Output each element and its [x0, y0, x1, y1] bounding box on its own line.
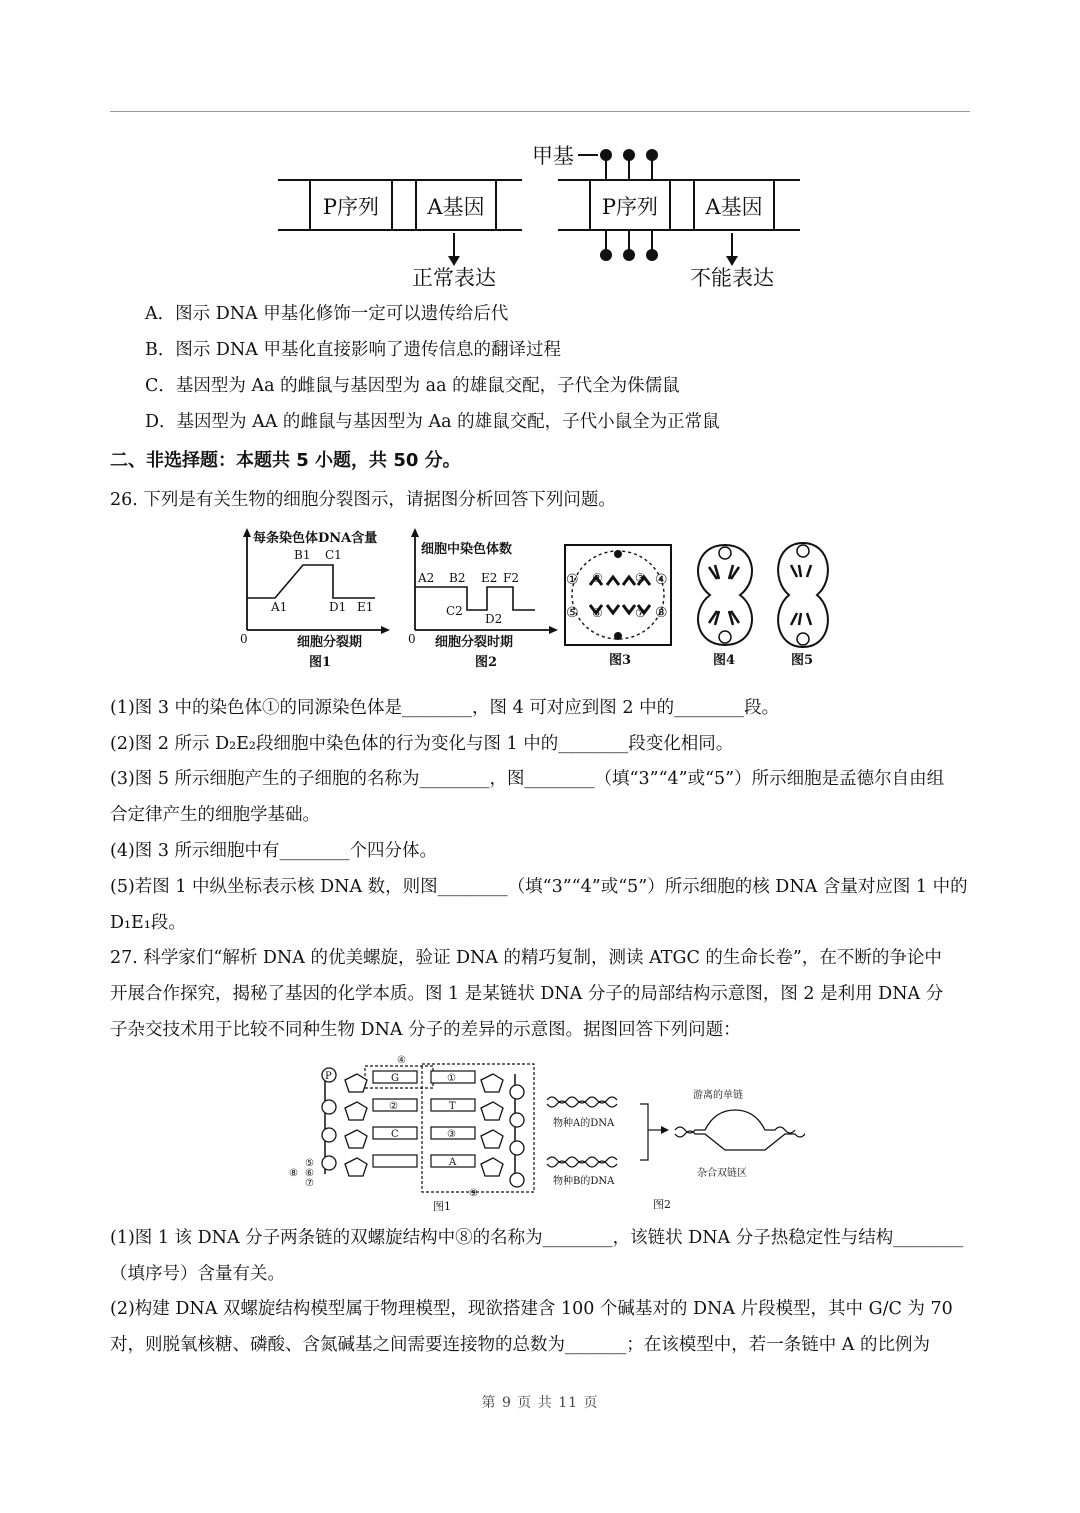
q26-line-1: (1)图 3 中的染色体①的同源染色体是________，图 4 可对应到图 2 中的________段。 [110, 698, 780, 718]
dna-fig2-caption: 图2 [653, 1198, 671, 1211]
figure-1-graph [240, 528, 390, 670]
figure-2-hybridization [547, 1088, 805, 1211]
fig1-point-b1: B1 [294, 548, 311, 562]
section-title: 二、非选择题：本题共 5 小题，共 50 分。 [110, 450, 461, 471]
figure-4-cell [698, 545, 752, 668]
q26-line-4: 合定律产生的细胞学基础。 [110, 805, 320, 825]
fig3-label-5: ⑤ [566, 605, 579, 621]
fig3-label-1: ① [566, 572, 579, 588]
base-left-1: G [391, 1073, 399, 1084]
p-sequence-label-2: P序列 [601, 195, 659, 219]
a-gene-label: A基因 [427, 195, 485, 219]
species-a-label: 物种A的DNA [553, 1118, 615, 1129]
mark-5: ⑤ [305, 1158, 314, 1169]
header-rule [110, 111, 970, 112]
fig4-caption: 图4 [713, 653, 736, 668]
page-footer: 第 9 页 共 11 页 [481, 1395, 599, 1411]
option-b: B．图示 DNA 甲基化直接影响了遗传信息的翻译过程 [145, 340, 561, 360]
dna-figures [285, 1052, 805, 1214]
fig2-point-e2: E2 [481, 571, 498, 585]
base-right-2: T [449, 1101, 456, 1112]
fig1-point-e1: E1 [357, 600, 374, 614]
base-right-4: A [449, 1157, 457, 1168]
mark-4: ④ [397, 1055, 406, 1066]
option-c: C．基因型为 Aa 的雌鼠与基因型为 aa 的雄鼠交配，子代全为侏儒鼠 [145, 376, 680, 396]
q27-line-4: 对，则脱氧核糖、磷酸、含氮碱基之间需要连接物的总数为_______；在该模型中，若一条链中 A 的比例为 [110, 1335, 931, 1355]
q27-stem-3: 子杂交技术用于比较不同种生物 DNA 分子的差异的示意图。据图回答下列问题： [110, 1020, 741, 1040]
dna-fig1-caption: 图1 [433, 1200, 451, 1213]
mark-9: ⑨ [469, 1188, 478, 1199]
q26-line-5: (4)图 3 所示细胞中有________个四分体。 [110, 841, 438, 861]
fig3-caption: 图3 [609, 653, 632, 668]
free-strand-label: 游离的单链 [693, 1090, 743, 1101]
fig1-point-c1: C1 [325, 548, 342, 562]
fig3-label-4: ④ [655, 572, 668, 588]
fig1-point-d1: D1 [329, 600, 347, 614]
q26-line-7: D₁E₁段。 [110, 913, 186, 933]
species-b-label: 物种B的DNA [553, 1176, 615, 1187]
q26-line-6: (5)若图 1 中纵坐标表示核 DNA 数，则图________（填“3”“4”或“5”）所示细胞的核 DNA 含量对应图 1 中的 [110, 877, 968, 897]
p-sequence-label: P序列 [322, 195, 380, 219]
q27-line-2: （填序号）含量有关。 [110, 1264, 285, 1284]
cell-division-figures [235, 525, 845, 675]
q27-line-3: (2)构建 DNA 双螺旋结构模型属于物理模型，现欲搭建含 100 个碱基对的 DNA 片段模型，其中 G/C 为 70 [110, 1299, 953, 1319]
fig3-label-6: ⑥ [592, 606, 603, 620]
base-left-3: C [391, 1129, 399, 1140]
fig3-label-3: ③ [635, 571, 646, 585]
figure-3-cell [565, 545, 671, 668]
fig1-origin: 0 [240, 632, 248, 646]
fig2-origin: 0 [408, 632, 416, 646]
q26-stem: 26. 下列是有关生物的细胞分裂图示，请据图分析回答下列问题。 [110, 490, 616, 510]
q27-line-1: (1)图 1 该 DNA 分子两条链的双螺旋结构中⑧的名称为________，该链状 DNA 分子热稳定性与结构________ [110, 1228, 964, 1248]
mark-8: ⑧ [289, 1168, 298, 1179]
q27-stem-2: 开展合作探究，揭秘了基因的化学本质。图 1 是某链状 DNA 分子的局部结构示意图，图 2 是利用 DNA 分 [110, 984, 944, 1004]
fig5-caption: 图5 [791, 653, 814, 668]
phosphate-label: P [325, 1071, 332, 1082]
mark-6: ⑥ [305, 1168, 314, 1179]
fig1-caption: 图1 [309, 655, 332, 670]
methyl-label: 甲基 [532, 144, 574, 168]
figure-5-cell [778, 543, 828, 668]
methylated-gene-bar [532, 144, 800, 290]
fig2-point-d2: D2 [485, 612, 503, 626]
fig2-point-b2: B2 [449, 571, 466, 585]
fig2-point-c2: C2 [446, 604, 463, 618]
normal-gene-bar [278, 180, 522, 290]
methylation-figure [270, 135, 810, 300]
figure-1-dna-structure [289, 1055, 534, 1213]
normal-expression-label: 正常表达 [412, 266, 496, 290]
fig2-point-a2: A2 [418, 571, 435, 585]
option-a: A．图示 DNA 甲基化修饰一定可以遗传给后代 [145, 304, 509, 324]
fig3-label-8: ⑧ [655, 605, 668, 621]
fig2-caption: 图2 [475, 655, 498, 670]
q27-stem-1: 27. 科学家们“解析 DNA 的优美螺旋，验证 DNA 的精巧复制，测读 ATGC 的生命长卷”，在不断的争论中 [110, 948, 942, 968]
q26-line-3: (3)图 5 所示细胞产生的子细胞的名称为________，图________（填“3”“4”或“5”）所示细胞是孟德尔自由组 [110, 769, 945, 789]
fig2-xlabel: 细胞分裂时期 [435, 635, 514, 650]
cannot-express-label: 不能表达 [690, 266, 774, 290]
a-gene-label-2: A基因 [705, 195, 763, 219]
hybrid-region-label: 杂合双链区 [697, 1168, 747, 1179]
option-d: D．基因型为 AA 的雌鼠与基因型为 Aa 的雄鼠交配，子代小鼠全为正常鼠 [145, 412, 720, 432]
mark-7: ⑦ [305, 1178, 314, 1189]
fig2-ylabel: 细胞中染色体数 [421, 542, 513, 557]
fig1-ylabel: 每条染色体DNA含量 [253, 531, 378, 546]
base-left-2: ② [389, 1101, 398, 1112]
base-right-1: ① [447, 1073, 456, 1084]
fig3-label-7: ⑦ [635, 606, 646, 620]
fig2-point-f2: F2 [503, 571, 519, 585]
fig1-xlabel: 细胞分裂期 [297, 635, 363, 650]
figure-2-graph [408, 528, 558, 670]
q26-line-2: (2)图 2 所示 D₂E₂段细胞中染色体的行为变化与图 1 中的________段变化相同。 [110, 734, 734, 754]
fig1-point-a1: A1 [271, 600, 288, 614]
fig3-label-2: ② [592, 571, 603, 585]
base-right-3: ③ [447, 1129, 456, 1140]
